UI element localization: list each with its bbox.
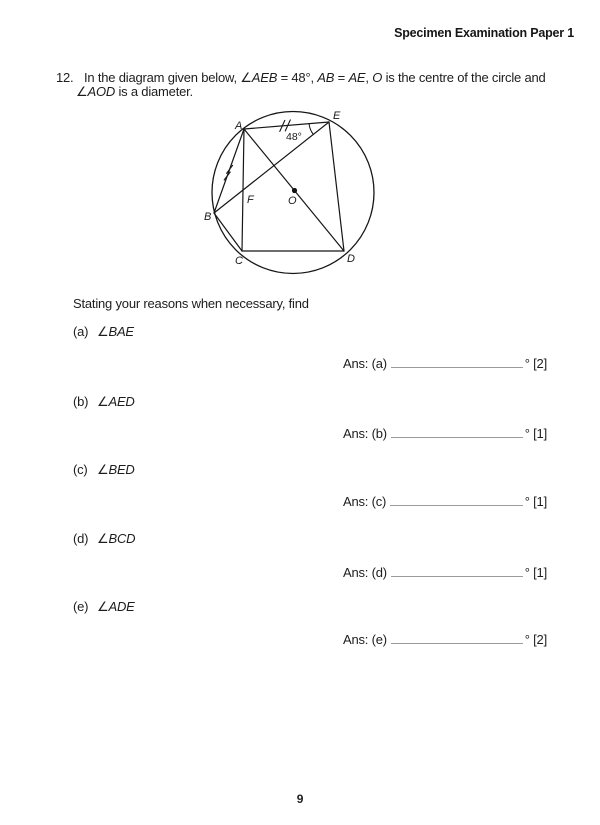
answer-a-blank-line xyxy=(391,358,523,368)
part-b-row xyxy=(73,394,135,409)
intersection-label-F: F xyxy=(247,194,254,206)
answer-e-blank-line xyxy=(391,634,523,644)
answer-a-marks: ° [2] xyxy=(524,356,547,371)
part-c-row xyxy=(73,462,135,477)
page-header-title: Specimen Examination Paper 1 xyxy=(394,26,574,40)
part-a-angle: ∠BAE xyxy=(97,324,134,339)
answer-row-a xyxy=(343,354,547,371)
part-b-label: (b) xyxy=(73,394,89,409)
question-number: 12. xyxy=(56,70,74,85)
answer-d-marks: ° [1] xyxy=(524,565,547,580)
point-label-C: C xyxy=(235,255,243,267)
part-e-angle: ∠ADE xyxy=(97,599,135,614)
part-e-label: (e) xyxy=(73,599,89,614)
part-c-label: (c) xyxy=(73,462,88,477)
chord-BC xyxy=(214,213,242,251)
answer-a-label: Ans: (a) xyxy=(343,356,387,371)
point-label-B: B xyxy=(204,211,212,223)
answer-e-marks: ° [2] xyxy=(524,632,547,647)
angle-value-label: 48° xyxy=(286,131,302,143)
part-d-angle: ∠BCD xyxy=(97,531,136,546)
part-a-row xyxy=(73,324,134,339)
angle-arc-at-E xyxy=(309,124,313,135)
part-d-label: (d) xyxy=(73,531,89,546)
part-e-row xyxy=(73,599,135,614)
chord-ED xyxy=(329,122,344,251)
answer-row-b xyxy=(343,424,547,441)
point-label-A: A xyxy=(235,120,243,132)
answer-d-blank-line xyxy=(391,567,523,577)
part-c-angle: ∠BED xyxy=(97,462,135,477)
answer-c-label: Ans: (c) xyxy=(343,494,387,509)
answer-b-marks: ° [1] xyxy=(524,426,547,441)
circle-geometry-diagram xyxy=(170,98,410,284)
answer-d-label: Ans: (d) xyxy=(343,565,387,580)
part-a-label: (a) xyxy=(73,324,89,339)
answer-c-blank-line xyxy=(390,496,523,506)
page-number: 9 xyxy=(296,792,304,806)
answer-b-blank-line xyxy=(391,428,523,438)
question-text-line-1: In the diagram given below, ∠AEB = 48°, AB = AE, O is the centre of the circle and xyxy=(84,70,546,85)
answer-c-marks: ° [1] xyxy=(524,494,547,509)
part-d-row xyxy=(73,531,135,546)
answer-row-d xyxy=(343,563,547,580)
question-text-line-2: ∠AOD is a diameter. xyxy=(76,84,193,99)
instruction-text: Stating your reasons when necessary, find xyxy=(73,296,309,311)
answer-b-label: Ans: (b) xyxy=(343,426,387,441)
answer-row-c xyxy=(343,492,547,509)
answer-row-e xyxy=(343,630,547,647)
center-dot xyxy=(292,188,297,193)
answer-e-label: Ans: (e) xyxy=(343,632,387,647)
part-b-angle: ∠AED xyxy=(97,394,135,409)
point-label-E: E xyxy=(333,110,341,122)
center-label-O: O xyxy=(288,195,297,207)
point-label-D: D xyxy=(347,253,355,265)
